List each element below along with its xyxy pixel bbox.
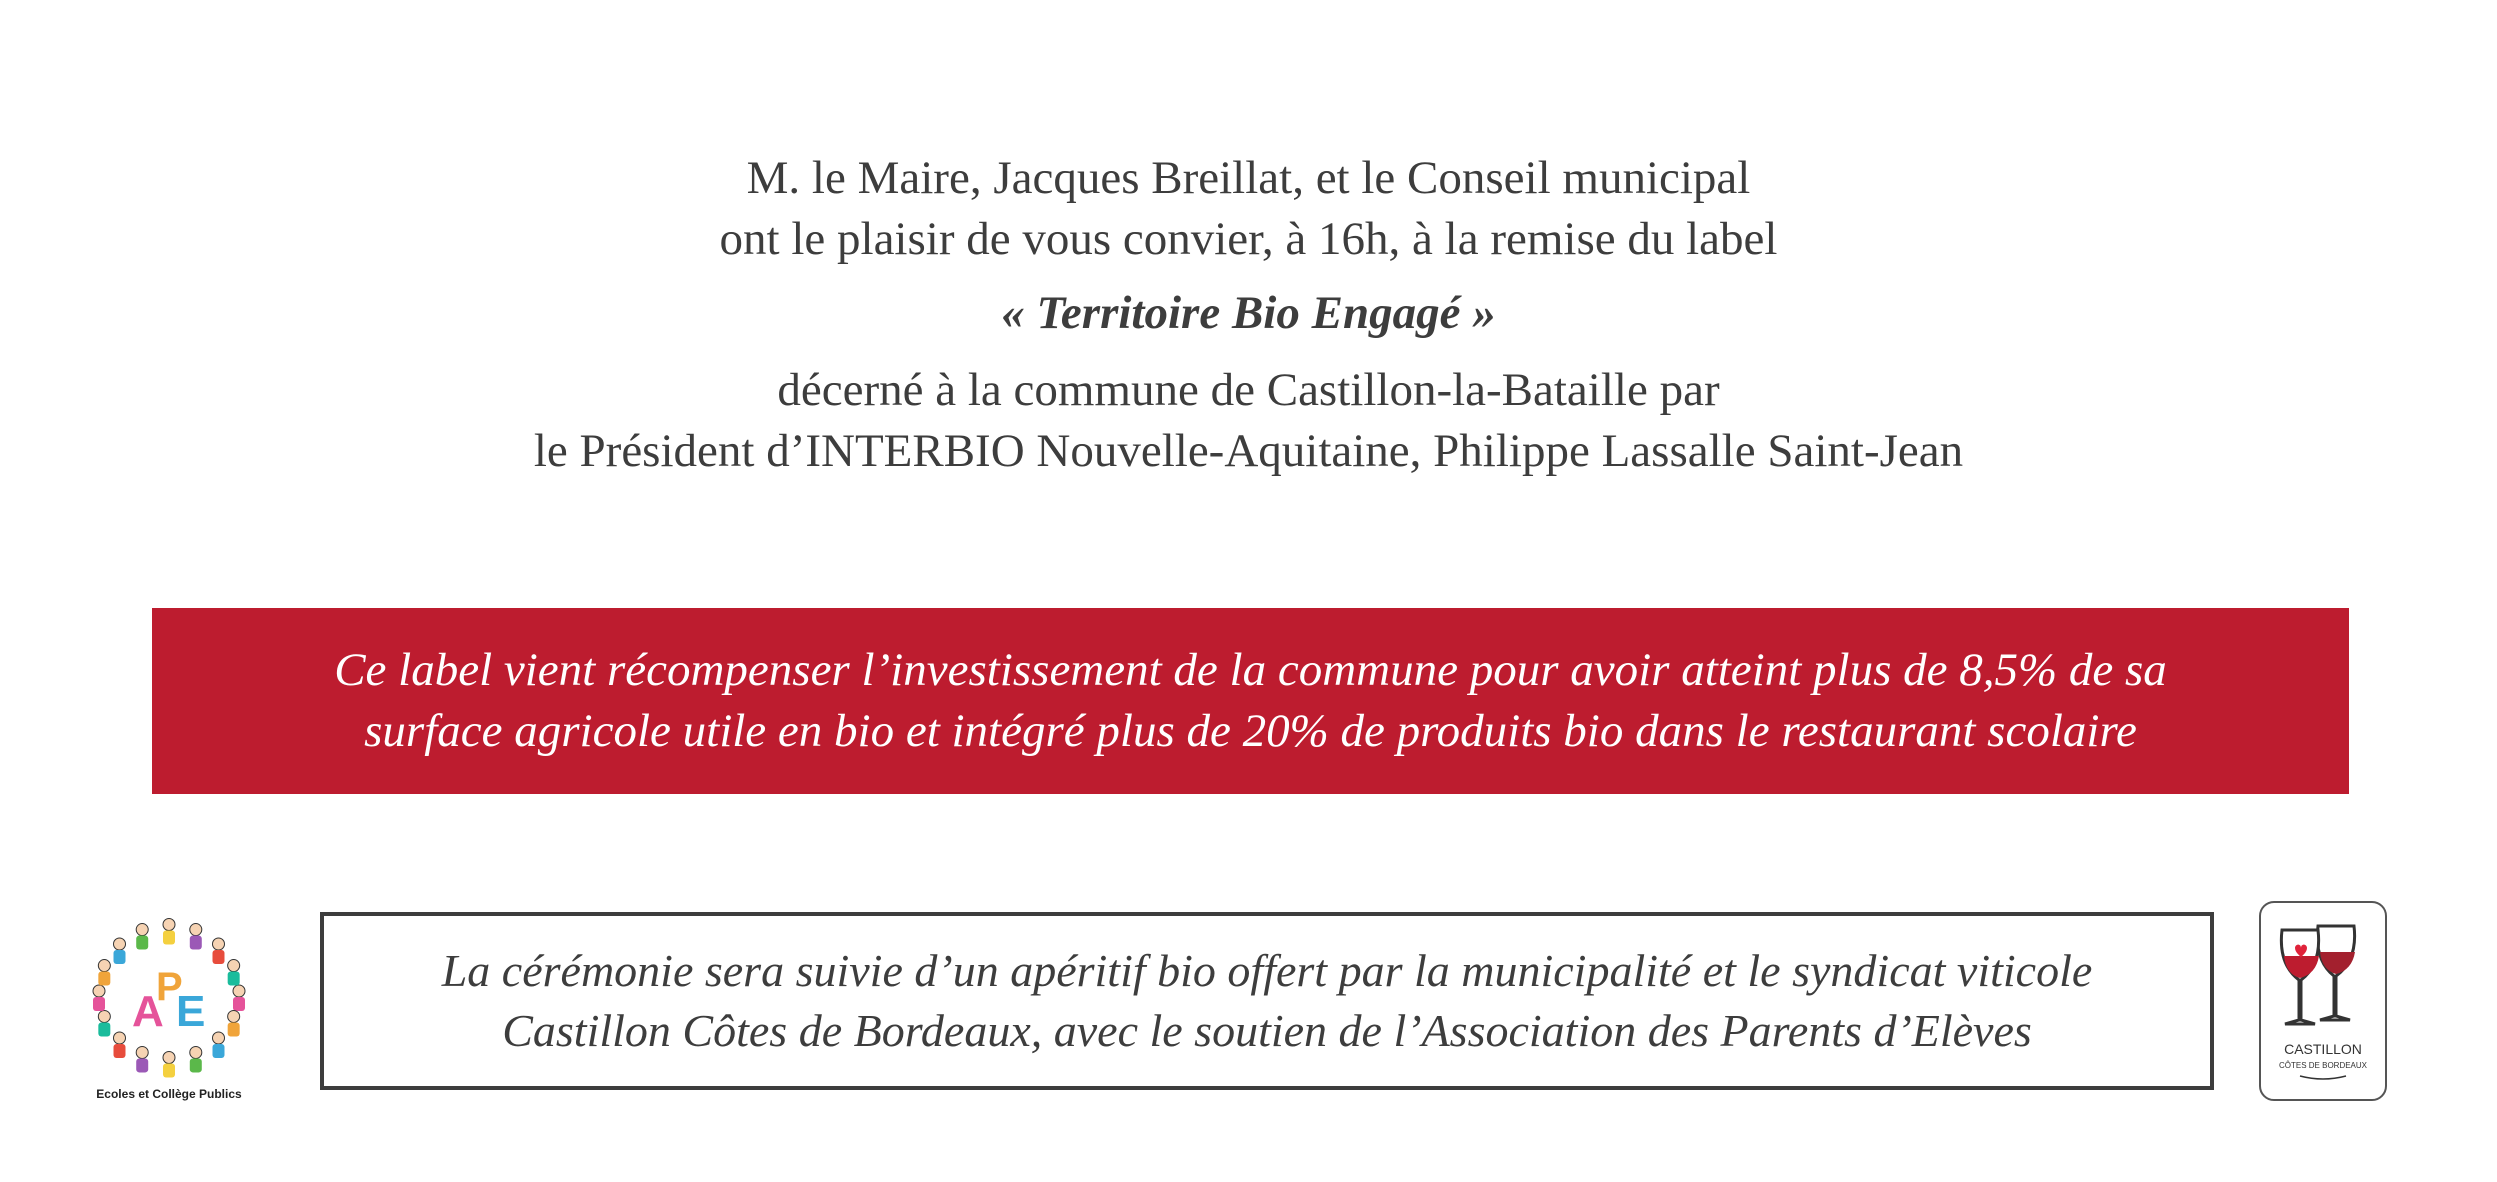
castillon-subtitle: CÔTES DE BORDEAUX bbox=[2278, 1061, 2368, 1070]
notice-line-2: Castillon Côtes de Bordeaux, avec le soutien de l’Association des Parents d’Elèves bbox=[502, 1005, 2032, 1056]
logo-frame bbox=[2260, 902, 2386, 1100]
invitation-intro bbox=[0, 148, 2497, 270]
child-figure bbox=[114, 938, 126, 964]
banner-line-2: surface agricole utile en bio et intégré plus de 20% de produits bio dans le restaurant scolaire bbox=[364, 705, 2137, 757]
invitation-line-4: le Président d’INTERBIO Nouvelle-Aquitaine, Philippe Lassalle Saint-Jean bbox=[533, 425, 1964, 477]
child-figure bbox=[136, 924, 148, 950]
label-title: « Territoire Bio Engagé » bbox=[1001, 287, 1496, 339]
child-figure bbox=[93, 985, 105, 1011]
notice-line-1: La cérémonie sera suivie d’un apéritif bio offert par la municipalité et le syndicat viticole bbox=[441, 945, 2093, 996]
child-figure bbox=[212, 938, 224, 964]
child-figure bbox=[233, 985, 245, 1011]
castillon-logo-graphic bbox=[2258, 900, 2388, 1102]
castillon-logo bbox=[2258, 900, 2388, 1102]
invitation-line-2: ont le plaisir de vous convier, à 16h, à la remise du label bbox=[719, 213, 1778, 265]
ape-letter-p: P bbox=[156, 965, 183, 1009]
ape-letter-a: A bbox=[132, 987, 164, 1036]
ape-caption: Ecoles et Collège Publics bbox=[96, 1087, 242, 1101]
ape-letter-e: E bbox=[176, 987, 206, 1036]
child-figure bbox=[228, 1010, 240, 1036]
invitation-awarded bbox=[0, 360, 2497, 482]
child-figure bbox=[190, 1046, 202, 1072]
castillon-name: CASTILLON bbox=[2284, 1041, 2362, 1057]
invitation-line-1: M. le Maire, Jacques Breillat, et le Conseil municipal bbox=[746, 152, 1751, 204]
child-figure bbox=[190, 924, 202, 950]
invitation-line-3: décerné à la commune de Castillon-la-Bataille par bbox=[777, 364, 1720, 416]
child-figure bbox=[136, 1046, 148, 1072]
label-explanation-banner bbox=[152, 608, 2349, 794]
child-figure bbox=[163, 1052, 175, 1078]
ape-logo-graphic bbox=[58, 908, 280, 1104]
child-figure bbox=[163, 919, 175, 945]
banner-line-1: Ce label vient récompenser l’investissement de la commune pour avoir atteint plus de 8,5% de sa bbox=[334, 644, 2167, 696]
child-figure bbox=[98, 1010, 110, 1036]
child-figure bbox=[212, 1032, 224, 1058]
child-figure bbox=[98, 960, 110, 986]
child-figure bbox=[114, 1032, 126, 1058]
ceremony-notice-box bbox=[320, 912, 2214, 1090]
child-figure bbox=[228, 960, 240, 986]
ape-logo bbox=[58, 908, 280, 1104]
